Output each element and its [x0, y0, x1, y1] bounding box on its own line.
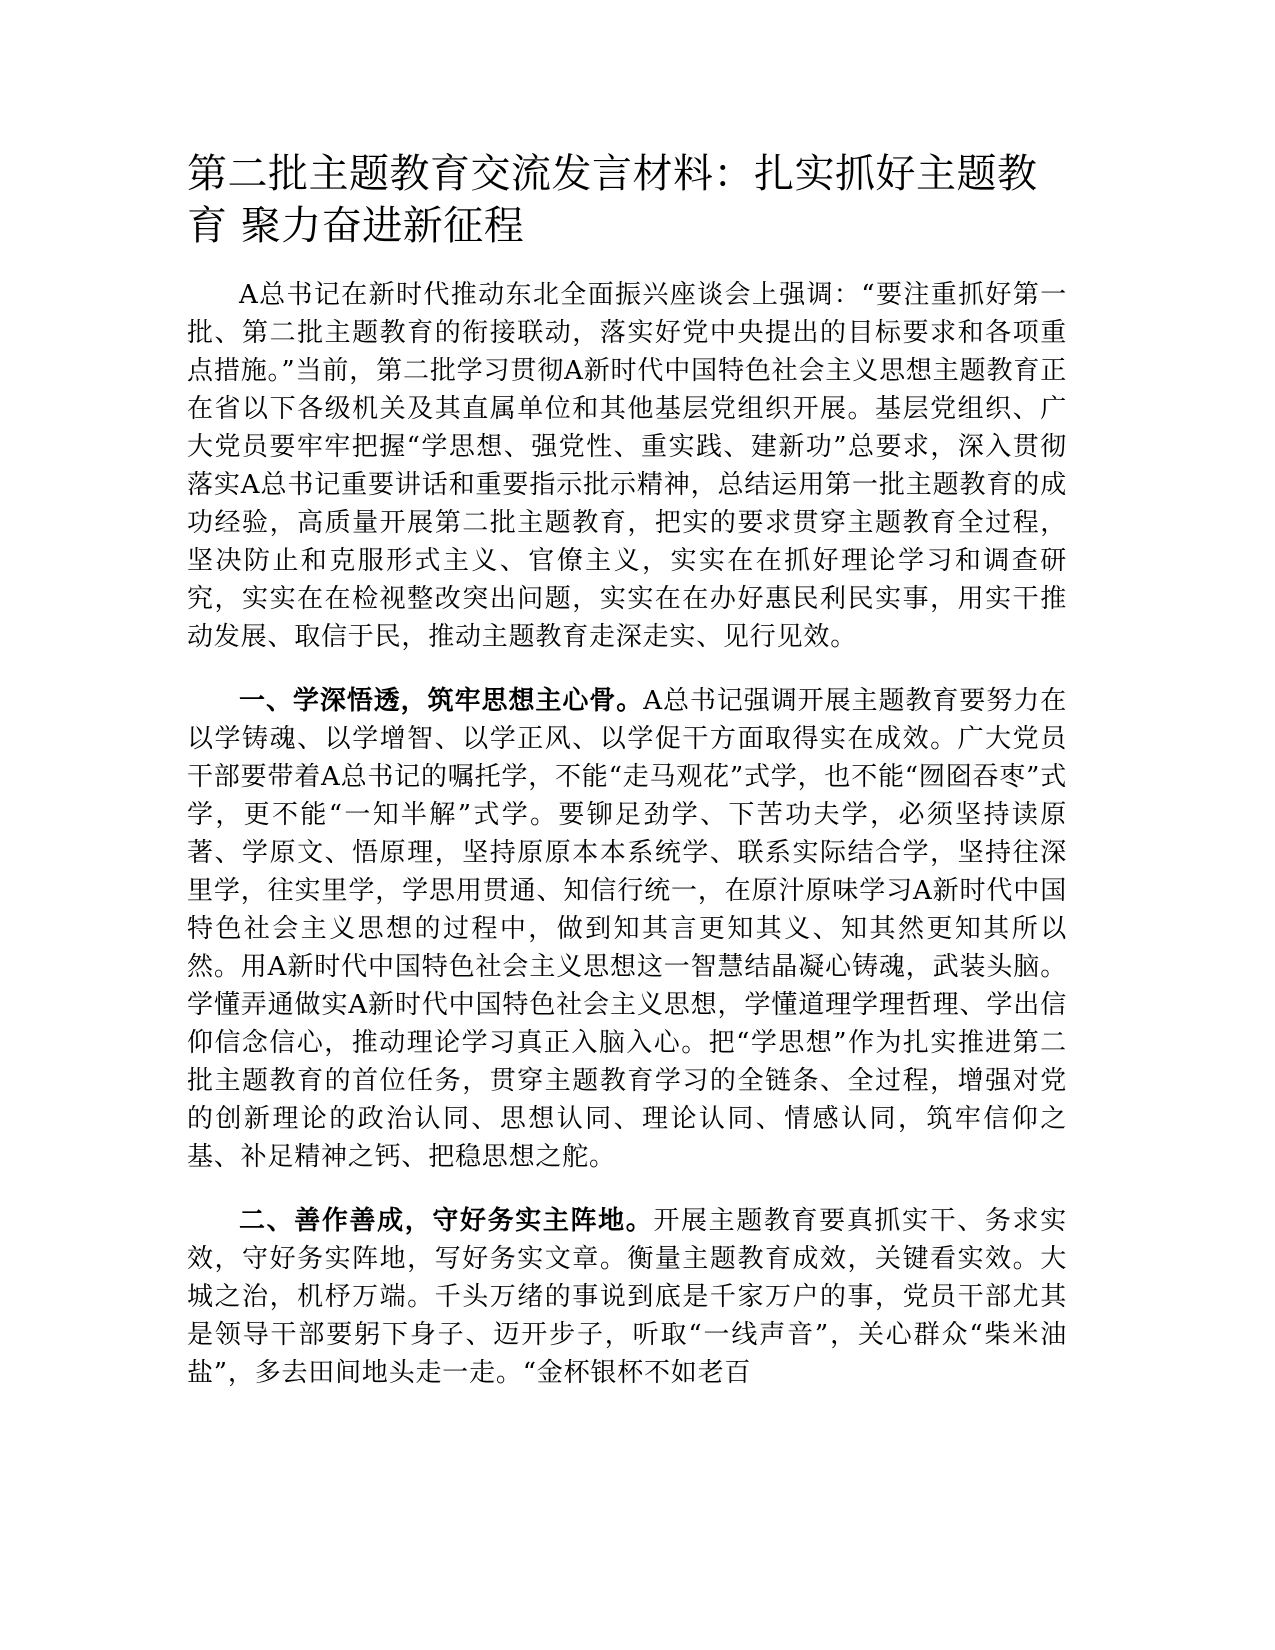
section-1-paragraph: [187, 682, 1067, 1176]
section-2-body: 开展主题教育要真抓实干、务求实效，守好务实阵地，写好务实文章。衡量主题教育成效，关键看实效。大城之治，机杼万端。千头万绪的事说到底是千家万户的事，党员干部尤其是领导干部要躬下身子、迈开步子，听取“一线声音”，关心群众“柴米油盐”，多去田间地头走一走。“金杯银杯不如老百: [187, 1206, 1067, 1388]
section-2-paragraph: [187, 1202, 1067, 1392]
section-2-heading: 二、善作善成，守好务实主阵地。: [239, 1206, 654, 1236]
document-title: 第二批主题教育交流发言材料：扎实抓好主题教育 聚力奋进新征程: [187, 151, 1038, 249]
intro-paragraph: A总书记在新时代推动东北全面振兴座谈会上强调：“要注重抓好第一批、第二批主题教育的衔接联动，落实好党中央提出的目标要求和各项重点措施。”当前，第二批学习贯彻A新时代中国特色社会主义思想主题教育正在省以下各级机关及其直属单位和其他基层党组织开展。基层党组织、广大党员要牢牢把握“学思想、强党性、重实践、建新功”总要求，深入贯彻落实A总书记重要讲话和重要指示批示精神，总结运用第一批主题教育的成功经验，高质量开展第二批主题教育，把实的要求贯穿主题教育全过程，坚决防止和克服形式主义、官僚主义，实实在在抓好理论学习和调查研究，实实在在检视整改突出问题，实实在在办好惠民利民实事，用实干推动发展、取信于民，推动主题教育走深走实、见行见效。: [187, 280, 1067, 652]
document-content: [187, 148, 1067, 1392]
section-1-body: A总书记强调开展主题教育要努力在以学铸魂、以学增智、以学正风、以学促干方面取得实在成效。广大党员干部要带着A总书记的嘱托学，不能“走马观花”式学，也不能“囫囵吞枣”式学，更不能“一知半解”式学。要铆足劲学、下苦功夫学，必须坚持读原著、学原文、悟原理，坚持原原本本系统学、联系实际结合学，坚持往深里学，往实里学，学思用贯通、知信行统一，在原汁原味学习A新时代中国特色社会主义思想的过程中，做到知其言更知其义、知其然更知其所以然。用A新时代中国特色社会主义思想这一智慧结晶凝心铸魂，武装头脑。学懂弄通做实A新时代中国特色社会主义思想，学懂道理学理哲理、学出信仰信念信心，推动理论学习真正入脑入心。把“学思想”作为扎实推进第二批主题教育的首位任务，贯穿主题教育学习的全链条、全过程，增强对党的创新理论的政治认同、思想认同、理论认同、情感认同，筑牢信仰之基、补足精神之钙、把稳思想之舵。: [187, 686, 1067, 1172]
section-1-heading: 一、学深悟透，筑牢思想主心骨。: [239, 686, 644, 716]
